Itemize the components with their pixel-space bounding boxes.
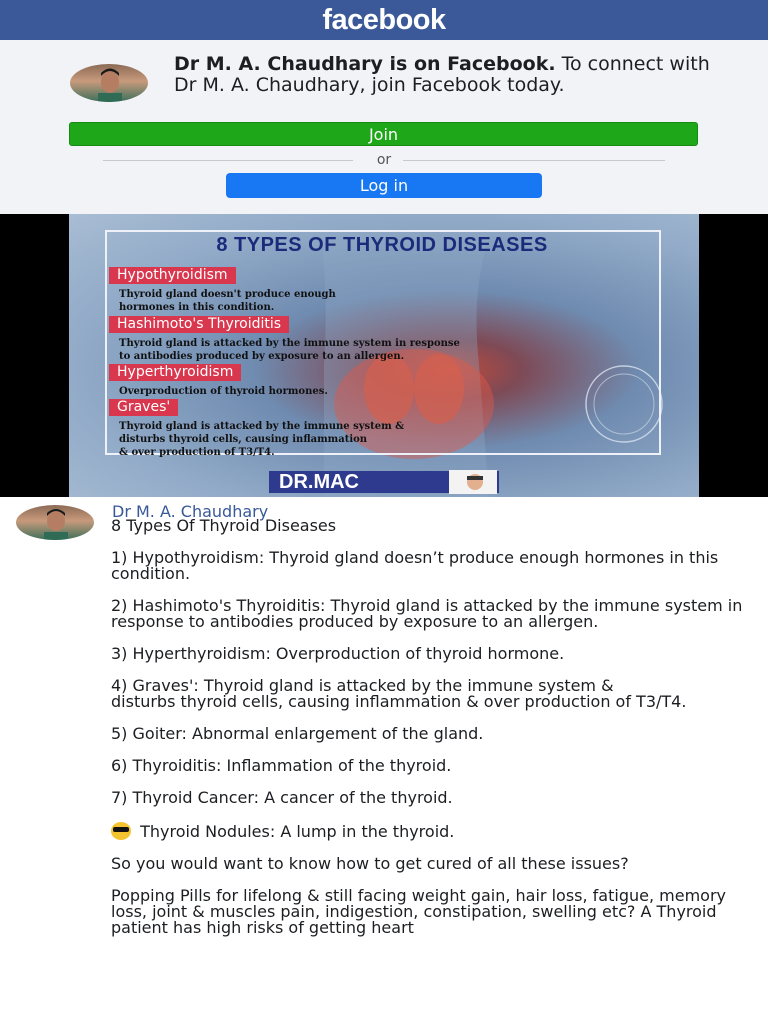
post-paragraph: 3) Hyperthyroidism: Overproduction of thyroid hormone. [111, 644, 565, 663]
thyroid-poster [69, 214, 699, 497]
post-paragraph: Popping Pills for lifelong & still facing weight gain, hair loss, fatigue, memory loss, joint & muscles pain, indigestion, constipation, swelling etc? A Thyroid patient has high risks of getting heart [111, 886, 732, 937]
facebook-logo[interactable]: facebook [322, 3, 446, 36]
post-author-link[interactable]: Dr M. A. Chaudhary [112, 502, 269, 521]
post-paragraph: 1) Hypothyroidism: Thyroid gland doesn’t produce enough hormones in this condition. [111, 548, 724, 583]
poster-item [109, 361, 589, 398]
poster-item-description: Overproduction of thyroid hormones. [119, 386, 328, 397]
or-divider [103, 152, 665, 168]
profile-avatar[interactable] [70, 64, 148, 102]
poster-item-heading: Hyperthyroidism [109, 364, 241, 381]
or-label: or [376, 152, 392, 168]
login-button[interactable]: Log in [226, 173, 542, 198]
dr-mac-logo: DR.MAC [269, 471, 499, 493]
author-avatar[interactable] [16, 505, 94, 540]
poster-item [109, 313, 589, 363]
post-paragraph: 6) Thyroiditis: Inflammation of the thyroid. [111, 756, 452, 775]
poster-item-description: Thyroid gland doesn't produce enough hormones in this condition. [119, 289, 336, 313]
sunglasses-emoji-icon [111, 822, 131, 840]
avatar-face-icon [16, 505, 94, 540]
promo-subtext: To connect with Dr M. A. Chaudhary, join Facebook today. [174, 53, 710, 96]
poster-item-heading: Hypothyroidism [109, 267, 236, 284]
post-paragraph: 2) Hashimoto's Thyroiditis: Thyroid gland is attacked by the immune system in response to antibodies produced by exposure to an allergen. [111, 596, 748, 631]
poster-item-heading: Hashimoto's Thyroiditis [109, 316, 289, 333]
join-button[interactable]: Join [69, 122, 698, 146]
poster-item [109, 264, 589, 314]
post-paragraph: So you would want to know how to get cured of all these issues? [111, 854, 629, 873]
poster-item-description: Thyroid gland is attacked by the immune system in response to antibodies produced by exposure to an allergen. [119, 338, 460, 362]
promo-headline: Dr M. A. Chaudhary is on Facebook. [174, 53, 556, 75]
facebook-header [0, 0, 768, 40]
poster-item [109, 396, 589, 459]
login-promo [0, 40, 768, 214]
post-paragraph: 5) Goiter: Abnormal enlargement of the gland. [111, 724, 484, 743]
caricature-icon [449, 470, 497, 494]
poster-title: 8 TYPES OF THYROID DISEASES [216, 234, 548, 256]
poster-item-heading: Graves' [109, 399, 178, 416]
item-8-text: Thyroid Nodules: A lump in the thyroid. [135, 822, 455, 841]
post-paragraph-item-8 [111, 822, 759, 840]
avatar-face-icon [70, 64, 148, 102]
post-paragraph: 4) Graves': Thyroid gland is attacked by the immune system & disturbs thyroid cells, causing inflammation & over production of T3/T4. [111, 676, 687, 711]
promo-message [174, 54, 734, 96]
poster-item-description: Thyroid gland is attacked by the immune system & disturbs thyroid cells, causing inflammation & over production of T3/T4. [119, 421, 405, 458]
post-paragraph: 8 Types Of Thyroid Diseases [111, 516, 337, 535]
post-paragraph: 7) Thyroid Cancer: A cancer of the thyroid. [111, 788, 453, 807]
post-text [111, 518, 759, 952]
post-photo[interactable] [0, 214, 768, 497]
